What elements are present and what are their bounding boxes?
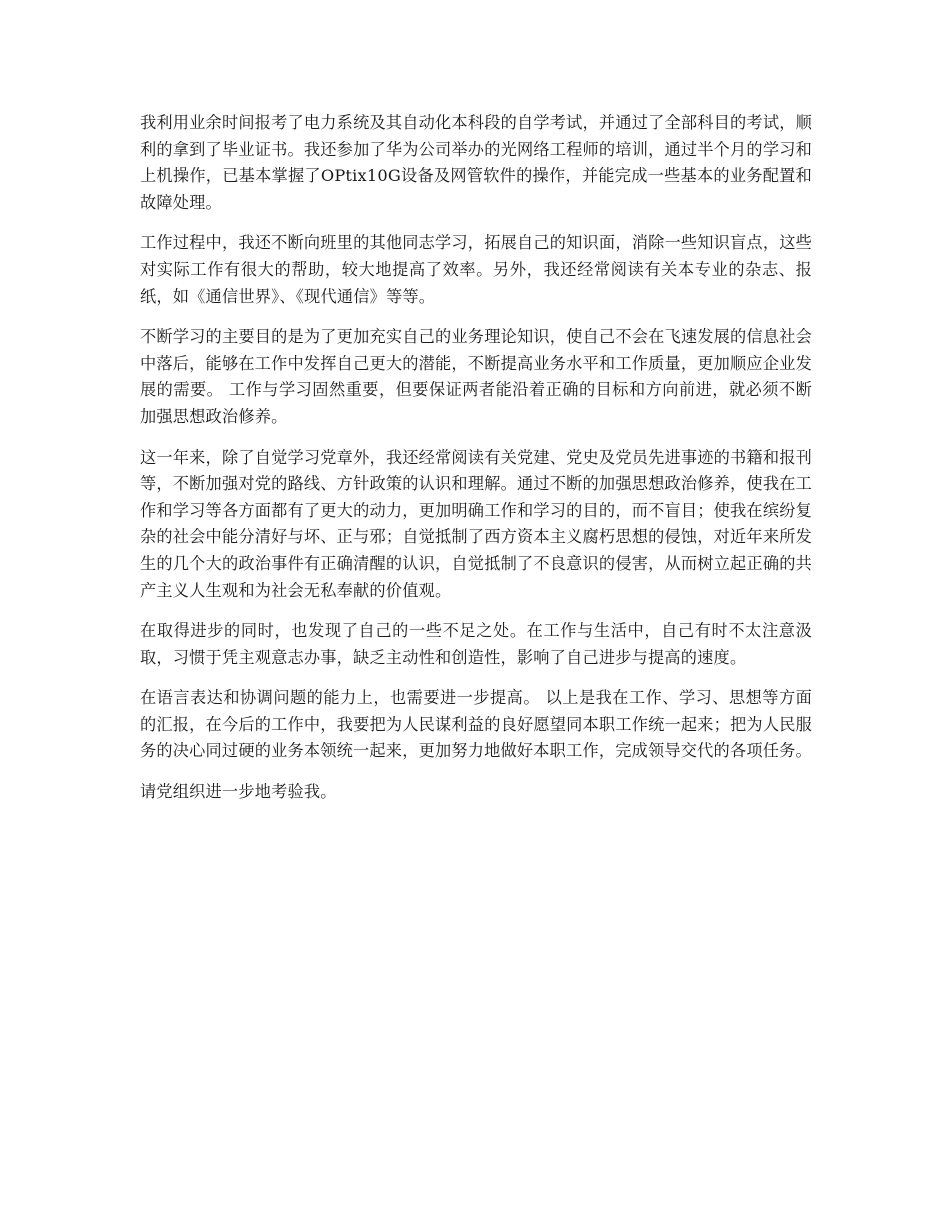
paragraph-closing: 请党组织进一步地考验我。 [140, 782, 337, 802]
paragraph-shortcomings: 在取得进步的同时，也发现了自己的一些不足之处。在工作与生活中，自己有时不太注意汲取，习惯于凭主观意志办事，缺乏主动性和创造性，影响了自己进步与提高的速度。 [140, 621, 812, 667]
paragraph-learning-colleagues: 工作过程中，我还不断向班里的其他同志学习，拓展自己的知识面，消除一些知识盲点，这些对实际工作有很大的帮助，较大地提高了效率。另外，我还经常阅读有关本专业的杂志、报纸，如《通信世界》、《现代通信》等等。 [140, 233, 812, 306]
paragraph-future-plan: 在语言表达和协调问题的能力上，也需要进一步提高。 以上是我在工作、学习、思想等方面的汇报，在今后的工作中，我要把为人民谋利益的良好愿望同本职工作统一起来；把为人民服务的决心同过硬的业务本领统一起来，更加努力地做好本职工作，完成领导交代的各项任务。 [140, 688, 812, 761]
document-body [140, 110, 812, 820]
paragraph-learning-purpose: 不断学习的主要目的是为了更加充实自己的业务理论知识，使自己不会在飞速发展的信息社会中落后，能够在工作中发挥自己更大的潜能，不断提高业务水平和工作质量，更加顺应企业发展的需要。 工作与学习固然重要，但要保证两者能沿着正确的目标和方向前进，就必须不断加强思想政治修养。 [140, 327, 812, 426]
paragraph-political-study: 这一年来，除了自觉学习党章外，我还经常阅读有关党建、党史及党员先进事迹的书籍和报刊等，不断加强对党的路线、方针政策的认识和理解。通过不断的加强思想政治修养，使我在工作和学习等各方面都有了更大的动力，更加明确工作和学习的目的，而不盲目；使我在缤纷复杂的社会中能分清好与坏、正与邪；自觉抵制了西方资本主义腐朽思想的侵蚀，对近年来所发生的几个大的政治事件有正确清醒的认识，自觉抵制了不良意识的侵害，从而树立起正确的共产主义人生观和为社会无私奉献的价值观。 [140, 447, 812, 600]
paragraph-study-exam: 我利用业余时间报考了电力系统及其自动化本科段的自学考试，并通过了全部科目的考试，顺利的拿到了毕业证书。我还参加了华为公司举办的光网络工程师的培训，通过半个月的学习和上机操作，已基本掌握了OPtix10G设备及网管软件的操作，并能完成一些基本的业务配置和故障处理。 [140, 113, 812, 212]
